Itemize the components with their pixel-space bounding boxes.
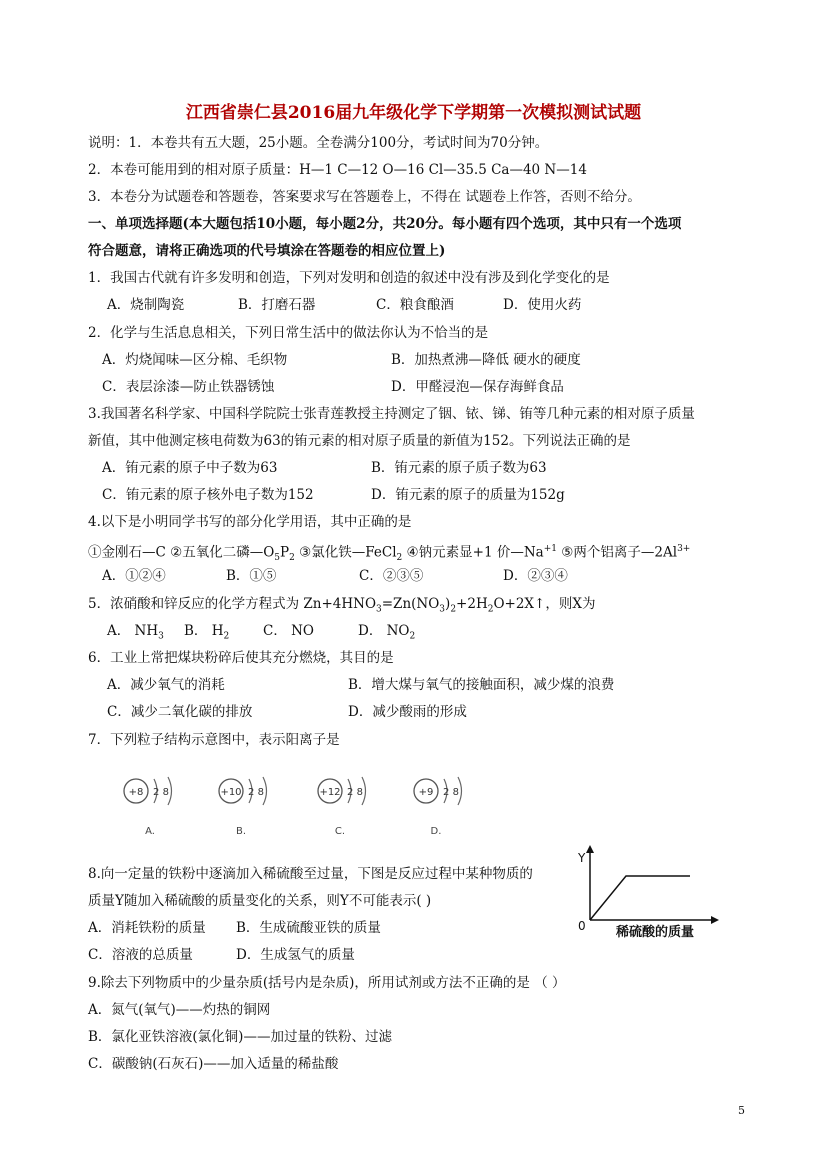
svg-text:2 8: 2 8	[153, 787, 169, 798]
atom-diagram-c	[316, 774, 396, 842]
page-title: 江西省崇仁县2016届九年级化学下学期第一次模拟测试试题	[185, 103, 642, 123]
q1-option-d: D．使用火药	[503, 297, 582, 313]
q8-option-a: A．消耗铁粉的质量	[88, 920, 206, 936]
q5-option-c: C． NO	[263, 623, 315, 639]
q9-option-c: C．碳酸钠(石灰石)——加入适量的稀盐酸	[88, 1056, 339, 1072]
q5-stem: 5．浓硝酸和锌反应的化学方程式为 $Zn+4HNO_3=Zn(NO_3)_2+2H_2O+2X↑$，则X为	[88, 596, 596, 615]
svg-text:+9: +9	[418, 787, 434, 798]
svg-text:A.: A.	[145, 826, 155, 837]
q4-option-a: A．①②④	[102, 568, 166, 584]
q3-option-c: C．铕元素的原子核外电子数为152	[102, 487, 314, 503]
q9-option-a: A．氮气(氧气)——灼热的铜网	[88, 1002, 271, 1018]
q1-option-a: A．烧制陶瓷	[107, 297, 185, 313]
svg-text:2 8: 2 8	[248, 787, 264, 798]
q2-option-d: D．甲醛浸泡—保存海鲜食品	[391, 379, 564, 395]
q2-option-c: C．表层涂漆—防止铁器锈蚀	[102, 379, 275, 395]
graph-x-label: 稀硫酸的质量	[616, 925, 695, 940]
q4-option-d: D．②③④	[503, 568, 568, 584]
q1-option-b: B．打磨石器	[238, 297, 316, 313]
q8-option-b: B．生成硫酸亚铁的质量	[236, 920, 381, 936]
q5-option-a: A． $NH_3$	[107, 623, 164, 642]
q4-items: ①金刚石—C ②五氧化二磷$—O_5P_2$ ③氯化铁—FeCl$_2$ ④钠元素显+1 价$—Na^{+1}$ ⑤两个铝离子$—2Al^{3+}$	[88, 544, 691, 564]
q6-option-c: C．减少二氧化碳的排放	[107, 704, 253, 720]
q8-stem-line1: 8.向一定量的铁粉中逐滴加入稀硫酸至过量，下图是反应过程中某种物质的	[88, 866, 533, 882]
svg-text:C.: C.	[334, 826, 346, 837]
q5-option-b: B． $H_2$	[184, 623, 230, 642]
page-number: 5	[738, 1104, 745, 1117]
svg-text:2 8: 2 8	[347, 787, 363, 798]
graph-origin-label: 0	[578, 919, 586, 933]
note-1: 说明：1．本卷共有五大题，25小题。全卷满分100分，考试时间为70分钟。	[88, 135, 549, 151]
q3-stem-line2: 新值，其中他测定核电荷数为63的铕元素的相对原子质量的新值为152。下列说法正确的是	[88, 433, 631, 449]
q4-option-b: B．①⑤	[226, 568, 277, 584]
svg-text:D.: D.	[430, 826, 442, 837]
svg-text:+10: +10	[220, 787, 242, 798]
section1-heading-line2: 符合题意，请将正确选项的代号填涂在答题卷的相应位置上)	[88, 243, 446, 259]
graph-y-label: Y	[578, 851, 586, 865]
section1-heading-line1: 一、单项选择题(本大题包括10小题，每小题2分，共20分。每小题有四个选项，其中只有一个选项	[88, 216, 682, 232]
q2-stem: 2．化学与生活息息相关，下列日常生活中的做法你认为不恰当的是	[88, 325, 489, 341]
q3-option-b: B．铕元素的原子质子数为63	[371, 460, 547, 476]
atom-diagram-b	[217, 774, 297, 842]
q1-option-c: C．粮食酿酒	[376, 297, 454, 313]
q8-graph	[572, 842, 722, 946]
svg-text:+12: +12	[319, 787, 341, 798]
note-2: 2．本卷可能用到的相对原子质量：H—1 C—12 O—16 Cl—35.5 Ca—40 N—14	[88, 162, 587, 178]
q4-option-c: C．②③⑤	[359, 568, 424, 584]
svg-text:2 8: 2 8	[443, 787, 459, 798]
q6-option-d: D．减少酸雨的形成	[348, 704, 467, 720]
q9-option-b: B．氯化亚铁溶液(氯化铜)——加过量的铁粉、过滤	[88, 1029, 392, 1045]
q3-option-d: D．铕元素的原子的质量为152g	[371, 487, 565, 503]
q1-stem: 1．我国古代就有许多发明和创造，下列对发明和创造的叙述中没有涉及到化学变化的是	[88, 270, 610, 286]
q9-stem: 9.除去下列物质中的少量杂质(括号内是杂质)，所用试剂或方法不正确的是 （ ）	[88, 975, 566, 991]
svg-text:+8: +8	[128, 787, 144, 798]
q5-option-d: D． $NO_2$	[358, 623, 416, 642]
note-3: 3．本卷分为试题卷和答题卷，答案要求写在答题卷上，不得在 试题卷上作答，否则不给分。	[88, 189, 641, 205]
svg-text:B.: B.	[235, 826, 247, 837]
q8-stem-line2: 质量Y随加入稀硫酸的质量变化的关系，则Y不可能表示( )	[88, 893, 432, 909]
q6-option-a: A．减少氧气的消耗	[107, 677, 225, 693]
q3-stem-line1: 3.我国著名科学家、中国科学院院士张青莲教授主持测定了铟、铱、锑、铕等几种元素的相对原子质量	[88, 406, 695, 422]
q2-option-b: B．加热煮沸—降低 硬水的硬度	[391, 352, 581, 368]
atom-diagram-d	[412, 774, 492, 842]
q7-stem: 7．下列粒子结构示意图中，表示阳离子是	[88, 732, 340, 748]
q8-option-d: D．生成氢气的质量	[236, 947, 355, 963]
q6-stem: 6．工业上常把煤块粉碎后使其充分燃烧，其目的是	[88, 650, 394, 666]
q8-option-c: C．溶液的总质量	[88, 947, 193, 963]
q3-option-a: A．铕元素的原子中子数为63	[102, 460, 278, 476]
q4-stem: 4.以下是小明同学书写的部分化学用语，其中正确的是	[88, 514, 412, 530]
q6-option-b: B．增大煤与氧气的接触面积，减少煤的浪费	[348, 677, 615, 693]
q2-option-a: A．灼烧闻味—区分棉、毛织物	[102, 352, 288, 368]
atom-diagram-a	[122, 774, 202, 842]
